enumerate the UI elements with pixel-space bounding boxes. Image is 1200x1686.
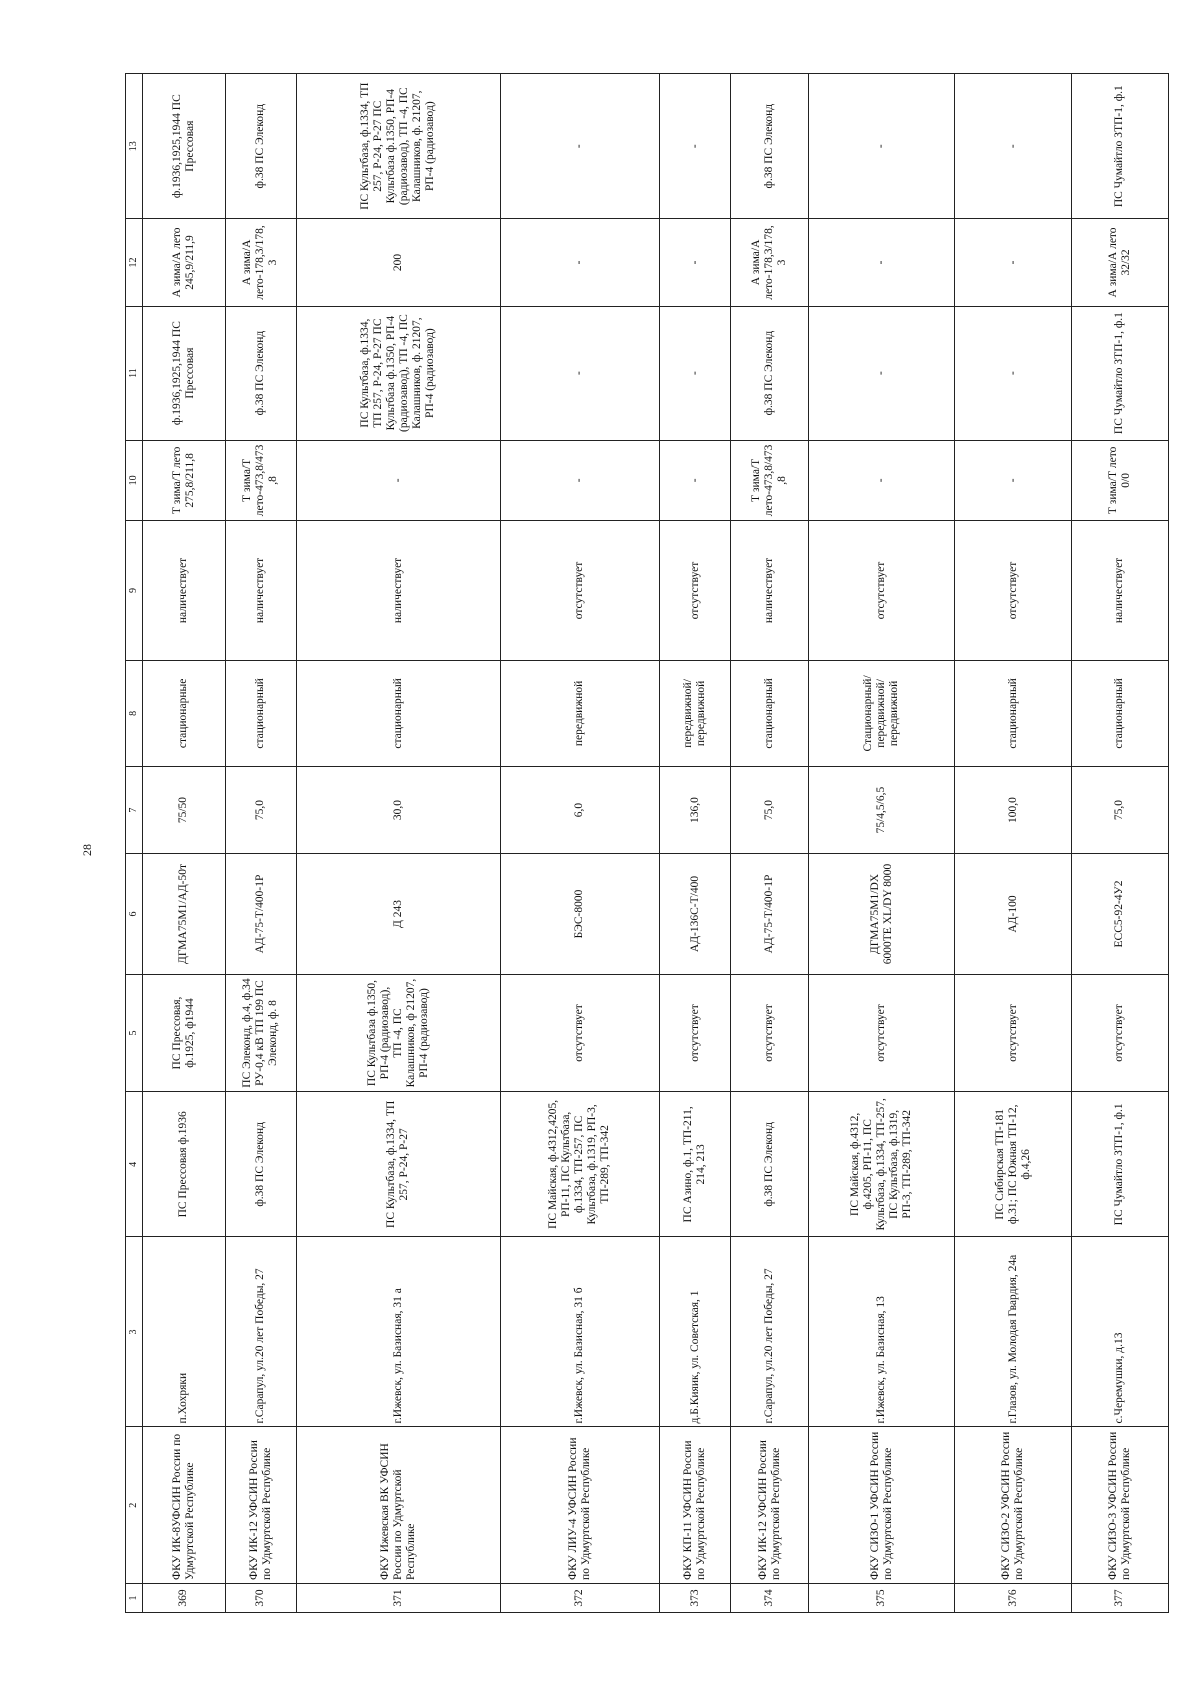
table-cell-col-2: ФКУ ЛИУ-4 УФСИН России по Удмуртской Республике (500, 1427, 659, 1583)
table-row (142, 74, 225, 1613)
table-cell-col-4: ф.38 ПС Элеконд (731, 1092, 809, 1237)
table-cell-col-7: 75,0 (225, 766, 296, 853)
table-cell-col-9: наличествует (225, 521, 296, 661)
column-number: 2 (126, 1427, 143, 1583)
facilities-table (125, 73, 1169, 1613)
table-cell-col-1: 372 (500, 1583, 659, 1612)
table-cell-col-1: 377 (1071, 1583, 1168, 1612)
column-number: 5 (126, 974, 143, 1091)
table-cell-col-1: 375 (809, 1583, 955, 1612)
table-cell-col-8: стационарный (731, 660, 809, 766)
table-cell-col-4: ПС Майская, ф.4312, ф.4205, РП-11, ПС Культбаза, ф.1334, ТП-257, ПС Культбаза, ф.1319, РП-3, ТП-289, ТП-342 (809, 1092, 955, 1237)
table-cell-col-8: стационарный (1071, 660, 1168, 766)
table-cell-col-3: г.Глазов, ул. Молодая Гвардия, 24а (955, 1237, 1071, 1427)
table-cell-col-12: А зима/А лето 32/32 (1071, 219, 1168, 306)
table-cell-col-5: ПС Прессовая, ф.1925, ф1944 (142, 974, 225, 1091)
page-number: 28 (80, 844, 94, 856)
table-cell-col-5: отсутствует (731, 974, 809, 1091)
table-cell-col-10: - (500, 440, 659, 520)
table-cell-col-11: ПС Культбаза, ф.1334, ТП 257, Р-24, Р-27 ПС Культбаза ф.1350, РП-4 (радиозавод), ТП -4, ПС Калашников, ф. 21207, РП-4 (радиозавод) (296, 306, 500, 440)
table-cell-col-6: Д 243 (296, 854, 500, 975)
table-cell-col-6: АД-136С-Т/400 (659, 854, 730, 975)
table-cell-col-9: отсутствует (500, 521, 659, 661)
table-row (296, 74, 500, 1613)
table-cell-col-10: Т зима/Т лето-473,8/473,8 (731, 440, 809, 520)
table-cell-col-7: 75/50 (142, 766, 225, 853)
table-cell-col-10: Т зима/Т лето 275,8/211,8 (142, 440, 225, 520)
table-cell-col-4: ПС Майская, ф.4312,4205, РП-11, ПС Культбаза, ф.1334, ТП-257, ПС Культбаза, ф.1319, РП-3, ТП-289, ТП-342 (500, 1092, 659, 1237)
table-row (659, 74, 730, 1613)
table-cell-col-2: ФКУ СИЗО-2 УФСИН России по Удмуртской Республике (955, 1427, 1071, 1583)
table-cell-col-8: стационарный (296, 660, 500, 766)
table-cell-col-11: - (809, 306, 955, 440)
table-row (1071, 74, 1168, 1613)
table-row (955, 74, 1071, 1613)
table-cell-col-3: с.Черемушки, д.13 (1071, 1237, 1168, 1427)
table-cell-col-5: отсутствует (1071, 974, 1168, 1091)
table-cell-col-10: - (809, 440, 955, 520)
table-cell-col-12: - (809, 219, 955, 306)
table-cell-col-13: - (500, 74, 659, 219)
table-cell-col-2: ФКУ ИК-12 УФСИН России по Удмуртской Республике (731, 1427, 809, 1583)
table-cell-col-1: 371 (296, 1583, 500, 1612)
table-cell-col-9: отсутствует (659, 521, 730, 661)
table-cell-col-5: отсутствует (500, 974, 659, 1091)
table-cell-col-8: стационарный (225, 660, 296, 766)
table-cell-col-6: АД-75-Т/400-1Р (225, 854, 296, 975)
table-cell-col-3: д.Б.Кияик, ул. Советская, 1 (659, 1237, 730, 1427)
table-cell-col-13: ф.1936,1925,1944 ПС Прессовая (142, 74, 225, 219)
table-cell-col-1: 370 (225, 1583, 296, 1612)
column-number: 7 (126, 766, 143, 853)
table-cell-col-12: - (500, 219, 659, 306)
table-cell-col-1: 374 (731, 1583, 809, 1612)
table-cell-col-8: передвижной (500, 660, 659, 766)
table-cell-col-4: ПС Прессовая ф.1936 (142, 1092, 225, 1237)
table-cell-col-9: отсутствует (809, 521, 955, 661)
table-cell-col-3: г.Ижевск, ул. Базисная, 31 а (296, 1237, 500, 1427)
table-cell-col-8: Стационарный/передвижной/передвижной (809, 660, 955, 766)
table-cell-col-3: г.Сарапул, ул.20 лет Победы, 27 (731, 1237, 809, 1427)
table-cell-col-13: ПС Чумайтло ЗТП-1, ф.1 (1071, 74, 1168, 219)
table-cell-col-7: 75,0 (731, 766, 809, 853)
table-cell-col-11: - (659, 306, 730, 440)
table-cell-col-5: ПС Культбаза ф.1350, РП-4 (радиозавод), ТП -4, ПС Калашников, ф 21207, РП-4 (радиозавод) (296, 974, 500, 1091)
table-cell-col-4: ПС Культбаза, ф.1334, ТП 257, Р-24, Р-27 (296, 1092, 500, 1237)
table-cell-col-5: отсутствует (809, 974, 955, 1091)
table-cell-col-12: 200 (296, 219, 500, 306)
table-row (809, 74, 955, 1613)
table-cell-col-6: АД-100 (955, 854, 1071, 975)
table-cell-col-2: ФКУ ИК-12 УФСИН России по Удмуртской Республике (225, 1427, 296, 1583)
table-cell-col-7: 30,0 (296, 766, 500, 853)
table-row (225, 74, 296, 1613)
column-number: 6 (126, 854, 143, 975)
table-cell-col-11: ПС Чумайтло ЗТП-1, ф.1 (1071, 306, 1168, 440)
table-cell-col-2: ФКУ Ижевская ВК УФСИН России по Удмуртской Республике (296, 1427, 500, 1583)
table-cell-col-6: БЭС-8000 (500, 854, 659, 975)
table-cell-col-11: - (500, 306, 659, 440)
table-cell-col-11: - (955, 306, 1071, 440)
table-cell-col-11: ф.38 ПС Элеконд (225, 306, 296, 440)
table-cell-col-12: А зима/А лето 245,9/211,9 (142, 219, 225, 306)
table-cell-col-3: г.Ижевск, ул. Базисная, 13 (809, 1237, 955, 1427)
table-cell-col-2: ФКУ ИК-8УФСИН России по Удмуртской Республике (142, 1427, 225, 1583)
table-cell-col-4: ПС Азино, ф.1, ТП-211, 214, 213 (659, 1092, 730, 1237)
table-cell-col-5: отсутствует (659, 974, 730, 1091)
table-cell-col-9: отсутствует (955, 521, 1071, 661)
column-number: 9 (126, 521, 143, 661)
table-cell-col-10: - (296, 440, 500, 520)
table-row (500, 74, 659, 1613)
table-cell-col-4: ПС Сибирская ТП-181 ф.31; ПС Южная ТП-12, ф.4,26 (955, 1092, 1071, 1237)
table-cell-col-8: стационарный (955, 660, 1071, 766)
column-number: 1 (126, 1583, 143, 1612)
table-cell-col-4: ф.38 ПС Элеконд (225, 1092, 296, 1237)
table-cell-col-9: наличествует (142, 521, 225, 661)
column-number: 8 (126, 660, 143, 766)
table-cell-col-11: ф.1936,1925,1944 ПС Прессовая (142, 306, 225, 440)
column-number: 13 (126, 74, 143, 219)
table-cell-col-9: наличествует (731, 521, 809, 661)
table-cell-col-1: 369 (142, 1583, 225, 1612)
table-cell-col-5: ПС Элеконд, ф.4, ф.34 РУ-0,4 кВ ТП 199 ПС Элеконд, ф. 8 (225, 974, 296, 1091)
column-number: 4 (126, 1092, 143, 1237)
table-cell-col-10: - (659, 440, 730, 520)
column-number: 12 (126, 219, 143, 306)
table-cell-col-6: ДГМА75М1/DX 6000TE XL/DY 8000 (809, 854, 955, 975)
table-cell-col-8: передвижной/ передвижной (659, 660, 730, 766)
table-cell-col-13: - (955, 74, 1071, 219)
column-number: 11 (126, 306, 143, 440)
table-cell-col-10: Т зима/Т лето-473,8/473,8 (225, 440, 296, 520)
table-cell-col-1: 376 (955, 1583, 1071, 1612)
table-cell-col-7: 6,0 (500, 766, 659, 853)
table-cell-col-8: стационарные (142, 660, 225, 766)
table-cell-col-10: Т зима/Т лето 0/0 (1071, 440, 1168, 520)
table-cell-col-9: наличествует (1071, 521, 1168, 661)
table-cell-col-12: - (955, 219, 1071, 306)
table-cell-col-2: ФКУ КП-11 УФСИН России по Удмуртской Республике (659, 1427, 730, 1583)
table-cell-col-9: наличествует (296, 521, 500, 661)
table-cell-col-12: А зима/А лето-178,3/178,3 (731, 219, 809, 306)
column-number-row (126, 74, 143, 1613)
table-cell-col-7: 75,0 (1071, 766, 1168, 853)
table-cell-col-10: - (955, 440, 1071, 520)
table-cell-col-6: ДГМА75М1/АД-50т (142, 854, 225, 975)
column-number: 10 (126, 440, 143, 520)
table-cell-col-2: ФКУ СИЗО-3 УФСИН России по Удмуртской Республике (1071, 1427, 1168, 1583)
table-cell-col-11: ф.38 ПС Элеконд (731, 306, 809, 440)
table-cell-col-7: 136,0 (659, 766, 730, 853)
table-cell-col-4: ПС Чумайтло ЗТП-1, ф.1 (1071, 1092, 1168, 1237)
table-cell-col-13: ф.38 ПС Элеконд (731, 74, 809, 219)
table-cell-col-6: ЕСС5-92-4У2 (1071, 854, 1168, 975)
table-row (731, 74, 809, 1613)
table-cell-col-6: АД-75-Т/400-1Р (731, 854, 809, 975)
table-cell-col-13: ПС Культбаза, ф.1334, ТП 257, Р-24, Р-27 ПС Культбаза ф.1350, РП-4 (радиозавод), ТП -4, ПС Калашников, ф. 21207, РП-4 (радиозавод) (296, 74, 500, 219)
table-cell-col-13: - (659, 74, 730, 219)
table-cell-col-1: 373 (659, 1583, 730, 1612)
table-cell-col-12: - (659, 219, 730, 306)
table-cell-col-3: г.Сарапул, ул.20 лет Победы, 27 (225, 1237, 296, 1427)
table-cell-col-3: п.Хохряки (142, 1237, 225, 1427)
column-number: 3 (126, 1237, 143, 1427)
table-cell-col-13: - (809, 74, 955, 219)
table-cell-col-13: ф.38 ПС Элеконд (225, 74, 296, 219)
table-cell-col-5: отсутствует (955, 974, 1071, 1091)
table-cell-col-12: А зима/А лето-178,3/178,3 (225, 219, 296, 306)
table-cell-col-3: г.Ижевск, ул. Базисная, 31 б (500, 1237, 659, 1427)
table-cell-col-2: ФКУ СИЗО-1 УФСИН России по Удмуртской Республике (809, 1427, 955, 1583)
table-cell-col-7: 75/4,5/6,5 (809, 766, 955, 853)
table-cell-col-7: 100,0 (955, 766, 1071, 853)
table-wrapper (125, 73, 1169, 1613)
